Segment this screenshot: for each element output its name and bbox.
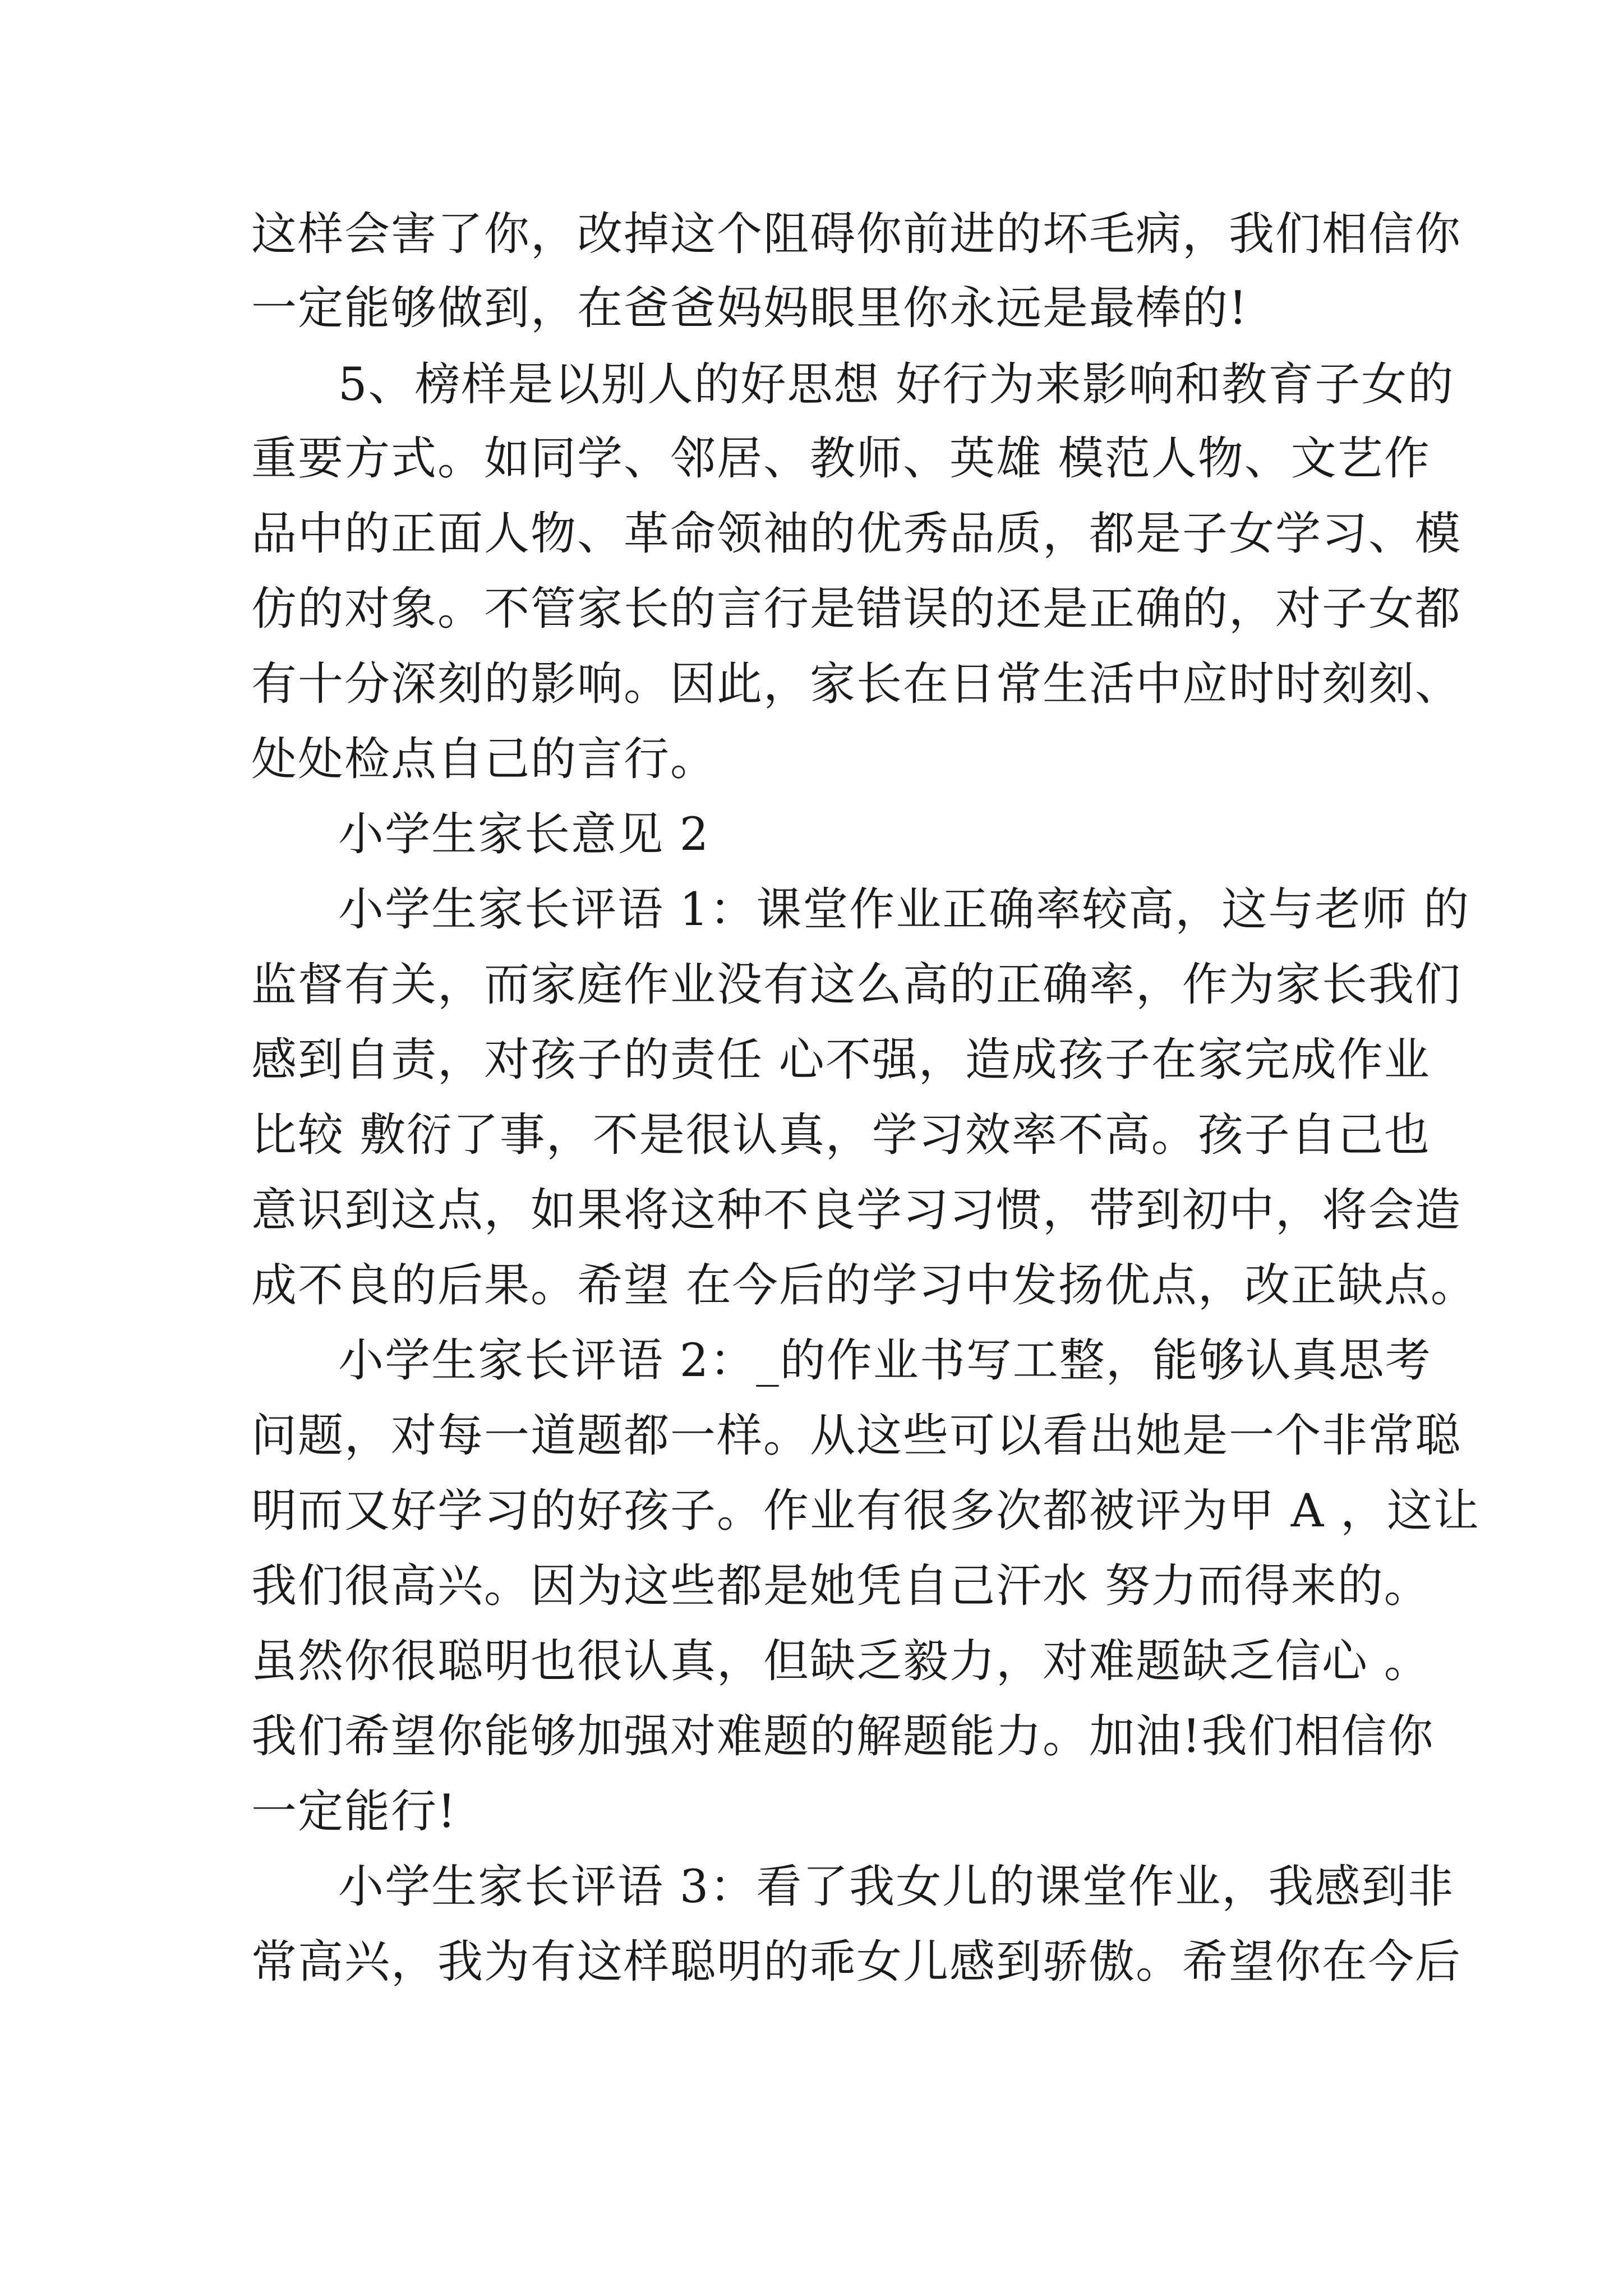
text-line: 小学生家长评语 3：看了我女儿的课堂作业，我感到非: [338, 1861, 1455, 1913]
text-line: 有十分深刻的影响。因此，家长在日常生活中应时时刻刻、: [251, 658, 1462, 711]
text-line: 品中的正面人物、革命领袖的优秀品质，都是子女学习、模: [251, 508, 1462, 560]
text-line: 一定能行!: [251, 1786, 457, 1838]
text-line: 5、榜样是以别人的好思想 好行为来影响和教育子女的: [338, 358, 1455, 411]
text-line: 这样会害了你，改掉这个阻碍你前进的坏毛病，我们相信你: [251, 208, 1462, 261]
text-line: 重要方式。如同学、邻居、教师、英雄 模范人物、文艺作: [251, 432, 1431, 485]
text-line: 小学生家长评语 1：课堂作业正确率较高，这与老师 的: [338, 884, 1470, 936]
text-line: 我们很高兴。因为这些都是她凭自己汗水 努力而得来的。: [251, 1560, 1431, 1613]
text-line: 比较 敷衍了事，不是很认真，学习效率不高。孩子自己也: [251, 1109, 1431, 1162]
text-line: 感到自责，对孩子的责任 心不强，造成孩子在家完成作业: [251, 1034, 1431, 1087]
text-line: 小学生家长评语 2：_的作业书写工整，能够认真思考: [338, 1335, 1432, 1387]
text-line: 仿的对象。不管家长的言行是错误的还是正确的，对子女都: [251, 583, 1462, 636]
text-line: 我们希望你能够加强对难题的解题能力。加油!我们相信你: [251, 1710, 1435, 1763]
text-line: 一定能够做到，在爸爸妈妈眼里你永远是最棒的!: [251, 282, 1248, 335]
text-line: 常高兴，我为有这样聪明的乖女儿感到骄傲。希望你在今后: [251, 1936, 1462, 1989]
section-heading: 小学生家长意见 2: [338, 808, 710, 861]
text-line: 处处检点自己的言行。: [251, 733, 717, 786]
text-line: 明而又好学习的好孩子。作业有很多次都被评为甲 A ，这让: [251, 1485, 1480, 1538]
text-line: 监督有关，而家庭作业没有这么高的正确率，作为家长我们: [251, 959, 1462, 1011]
text-line: 问题，对每一道题都一样。从这些可以看出她是一个非常聪: [251, 1410, 1462, 1462]
text-line: 成不良的后果。希望 在今后的学习中发扬优点，改正缺点。: [251, 1259, 1477, 1312]
text-line: 虽然你很聪明也很认真，但缺乏毅力，对难题缺乏信心 。: [251, 1635, 1431, 1688]
text-line: 意识到这点，如果将这种不良学习习惯，带到初中，将会造: [251, 1184, 1462, 1237]
